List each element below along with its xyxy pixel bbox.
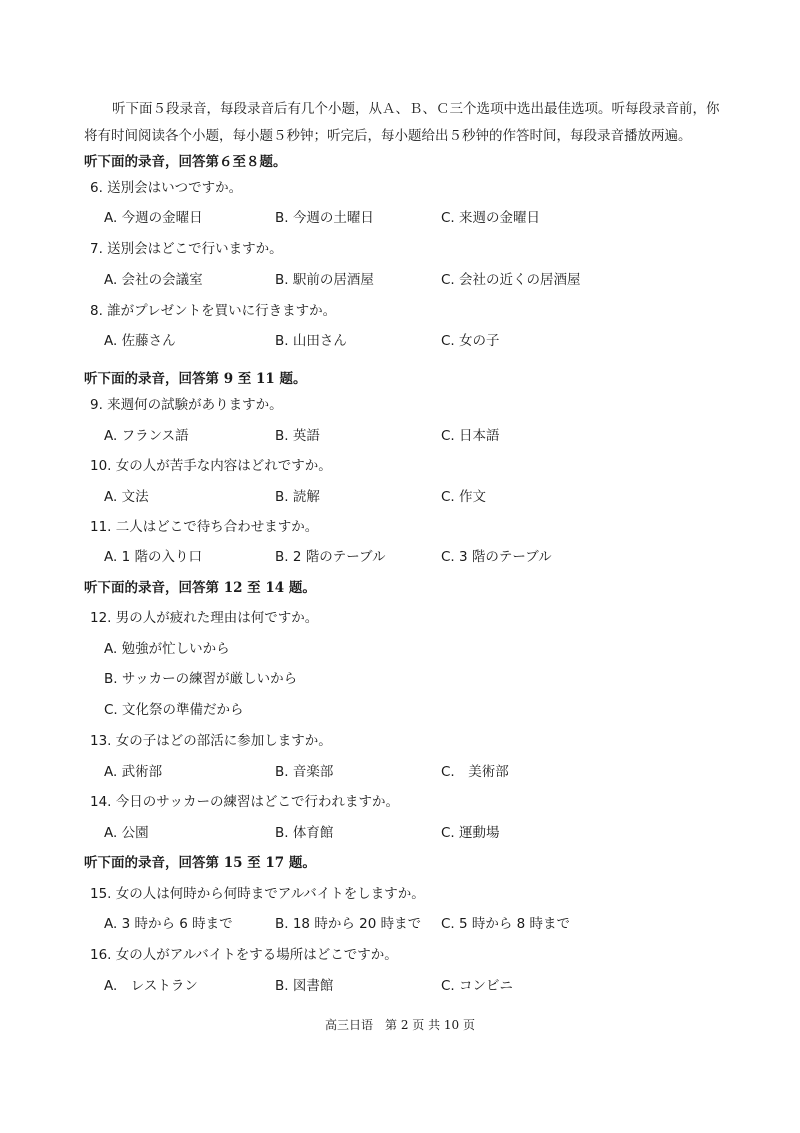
question-14: 14. 今日のサッカーの練習はどこで行われますか。 — [90, 794, 399, 810]
question-8: 8. 誰がプレゼントを買いに行きますか。 — [90, 303, 337, 319]
q9-option-a: A. フランス語 — [104, 428, 189, 444]
q14-option-a: A. 公園 — [104, 825, 149, 841]
q8-option-a: A. 佐藤さん — [104, 333, 176, 349]
q11-option-c: C. 3 階のテーブル — [441, 549, 552, 565]
q13-option-a: A. 武術部 — [104, 764, 163, 780]
q11-option-b: B. 2 階のテーブル — [275, 549, 386, 565]
q14-option-b: B. 体育館 — [275, 825, 334, 841]
q10-option-c: C. 作文 — [441, 489, 487, 505]
q9-option-b: B. 英語 — [275, 428, 320, 444]
q6-option-a: A. 今週の金曜日 — [104, 210, 203, 226]
section-heading: 听下面的录音，回答第６至８题。 — [84, 154, 287, 170]
question-9: 9. 来週何の試験がありますか。 — [90, 397, 283, 413]
q10-option-b: B. 読解 — [275, 489, 320, 505]
question-11: 11. 二人はどこで待ち合わせますか。 — [90, 519, 319, 535]
q11-option-a: A. 1 階の入り口 — [104, 549, 202, 565]
q15-option-a: A. 3 時から 6 時まで — [104, 916, 233, 932]
question-6: 6. 送別会はいつですか。 — [90, 180, 243, 196]
q8-option-c: C. 女の子 — [441, 333, 500, 349]
q15-option-b: B. 18 時から 20 時まで — [275, 916, 422, 932]
q12-option-c: C. 文化祭の準備だから — [104, 702, 244, 718]
question-15: 15. 女の人は何時から何時までアルバイトをしますか。 — [90, 886, 425, 902]
q6-option-b: B. 今週の土曜日 — [275, 210, 374, 226]
q16-option-a: A. レストラン — [104, 978, 198, 994]
page-footer: 高三日语 第 2 页 共 10 页 — [325, 1018, 475, 1032]
question-12: 12. 男の人が疲れた理由は何ですか。 — [90, 610, 319, 626]
question-13: 13. 女の子はどの部活に参加しますか。 — [90, 733, 332, 749]
q10-option-a: A. 文法 — [104, 489, 149, 505]
q12-option-b: B. サッカーの練習が厳しいから — [104, 671, 298, 687]
q15-option-c: C. 5 時から 8 時まで — [441, 916, 571, 932]
q9-option-c: C. 日本語 — [441, 428, 500, 444]
q6-option-c: C. 来週の金曜日 — [441, 210, 541, 226]
q13-option-c: C. 美術部 — [441, 764, 509, 780]
question-10: 10. 女の人が苦手な内容はどれですか。 — [90, 458, 332, 474]
listening-instructions: 听下面５段录音，每段录音后有几个小题，从Ａ、Ｂ、Ｃ三个选项中选出最佳选项。听每段录音前，你将有时间阅读各个小题，每小题５秒钟；听完后，每小题给出５秒钟的作答时间，每段录音播放两遍。 — [84, 101, 720, 144]
q16-option-b: B. 図書館 — [275, 978, 334, 994]
section-heading: 听下面的录音，回答第 15 至 17 题。 — [84, 855, 316, 871]
q7-option-b: B. 駅前の居酒屋 — [275, 272, 374, 288]
section-heading: 听下面的录音，回答第 9 至 11 题。 — [84, 371, 307, 387]
q13-option-b: B. 音楽部 — [275, 764, 334, 780]
section-heading: 听下面的录音，回答第 12 至 14 题。 — [84, 580, 316, 596]
q8-option-b: B. 山田さん — [275, 333, 347, 349]
question-16: 16. 女の人がアルバイトをする場所はどこですか。 — [90, 947, 398, 963]
q16-option-c: C. コンビニ — [441, 978, 514, 994]
q14-option-c: C. 運動場 — [441, 825, 500, 841]
q7-option-c: C. 会社の近くの居酒屋 — [441, 272, 581, 288]
q7-option-a: A. 会社の会議室 — [104, 272, 203, 288]
question-7: 7. 送別会はどこで行いますか。 — [90, 241, 283, 257]
q12-option-a: A. 勉強が忙しいから — [104, 641, 230, 657]
